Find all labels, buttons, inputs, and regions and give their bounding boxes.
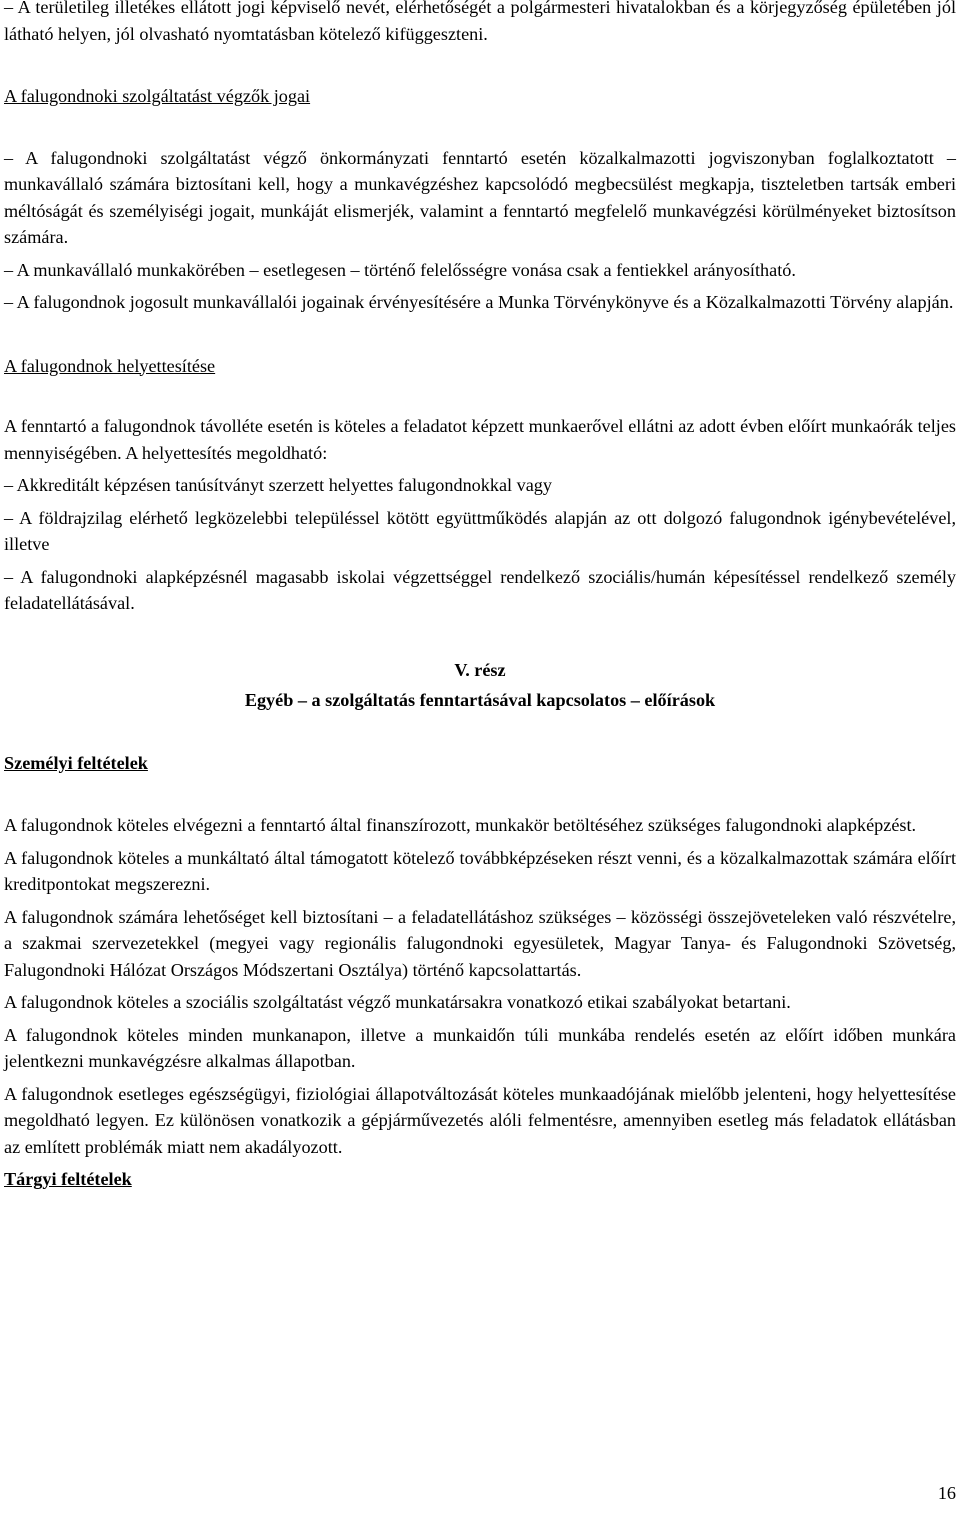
part-number: V. rész: [454, 659, 506, 680]
heading-rights: A falugondnoki szolgáltatást végzők jogai: [4, 86, 311, 106]
personal-paragraph-5: A falugondnok köteles minden munkanapon, illetve a munkaidőn túli munkába rendelés esetén az előírt időben munkára jelentkezni munkavégzésre alkalmas állapotban.: [4, 1024, 956, 1071]
heading-personal: Személyi feltételek: [4, 752, 148, 773]
substitution-intro: A fenntartó a falugondnok távolléte esetén is köteles a feladatot képzett munkaerővel ellátni az adott évben előírt munkaórák teljes mennyiségében. A helyettesítés megoldható:: [4, 416, 956, 463]
personal-paragraph-3: A falugondnok számára lehetőséget kell biztosítani – a feladatellátáshoz szükséges – közösségi összejöveteleken való részvételre, a szakmai szervezetekkel (megyei vagy regionális falugondnoki egyesületek, Magyar Tanya- és Falugondnoki Szövetség, Falugondnoki Hálózat Országos Módszertani Osztálya) történő kapcsolattartás.: [4, 906, 956, 980]
heading-material: Tárgyi feltételek: [4, 1169, 132, 1189]
substitution-item-2: – A földrajzilag elérhető legközelebbi településsel kötött együttműködés alapján az ott dolgozó falugondnok igénybevételével, illetve: [4, 507, 956, 554]
top-paragraph: – A területileg illetékes ellátott jogi képviselő nevét, elérhetőségét a polgármesteri hivatalokban és a körjegyzőség épületében jól látható helyen, jól olvasható nyomtatásban kötelező kifüggeszteni.: [4, 0, 956, 44]
page-number: 16: [937, 1483, 956, 1503]
part-title: Egyéb – a szolgáltatás fenntartásával kapcsolatos – előírások: [244, 690, 716, 710]
personal-paragraph-1: A falugondnok köteles elvégezni a fenntartó által finanszírozott, munkakör betöltéséhez szükséges falugondnoki alapképzést.: [4, 815, 917, 835]
document-page: [4, 0, 956, 1193]
personal-paragraph-2: A falugondnok köteles a munkáltató által támogatott kötelező továbbképzéseken részt venni, és a közalkalmazottak számára előírt kreditpontokat megszerezni.: [4, 847, 956, 894]
rights-paragraph-1: – A falugondnoki szolgáltatást végző önkormányzati fenntartó esetén közalkalmazotti jogviszonyban foglalkoztatott – munkavállaló számára biztosítani kell, hogy a munkavégzéshez kapcsolódó megbecsülést megkapja, tiszteletben tartsák emberi méltóságát és személyiségi jogait, munkáját elismerjék, valamint a fenntartó megfelelő munkavégzési körülményeket biztosítson számára.: [4, 147, 956, 247]
rights-paragraph-3: – A falugondnok jogosult munkavállalói jogainak érvényesítésére a Munka Törvénykönyve és a Közalkalmazotti Törvény alapján.: [4, 292, 954, 312]
substitution-item-1: – Akkreditált képzésen tanúsítványt szerzett helyettes falugondnokkal vagy: [4, 475, 552, 495]
personal-paragraph-6: A falugondnok esetleges egészségügyi, fiziológiai állapotváltozását köteles munkaadójának mielőbb jelenteni, hogy helyettesítése megoldható legyen. Ez különösen vonatkozik a gépjárművezetés alóli felmentésre, amennyiben esetleg más feladatok ellátásban az említett problémák miatt nem akadályozott.: [4, 1083, 956, 1157]
rights-paragraph-2: – A munkavállaló munkakörében – esetlegesen – történő felelősségre vonása csak a fentiekkel arányosítható.: [4, 259, 796, 280]
substitution-item-3: – A falugondnoki alapképzésnél magasabb iskolai végzettséggel rendelkező szociális/humán képesítéssel rendelkező személy feladatellátásával.: [4, 566, 956, 613]
heading-substitution: A falugondnok helyettesítése: [4, 355, 216, 376]
personal-paragraph-4: A falugondnok köteles a szociális szolgáltatást végző munkatársakra vonatkozó etikai szabályokat betartani.: [4, 992, 791, 1012]
